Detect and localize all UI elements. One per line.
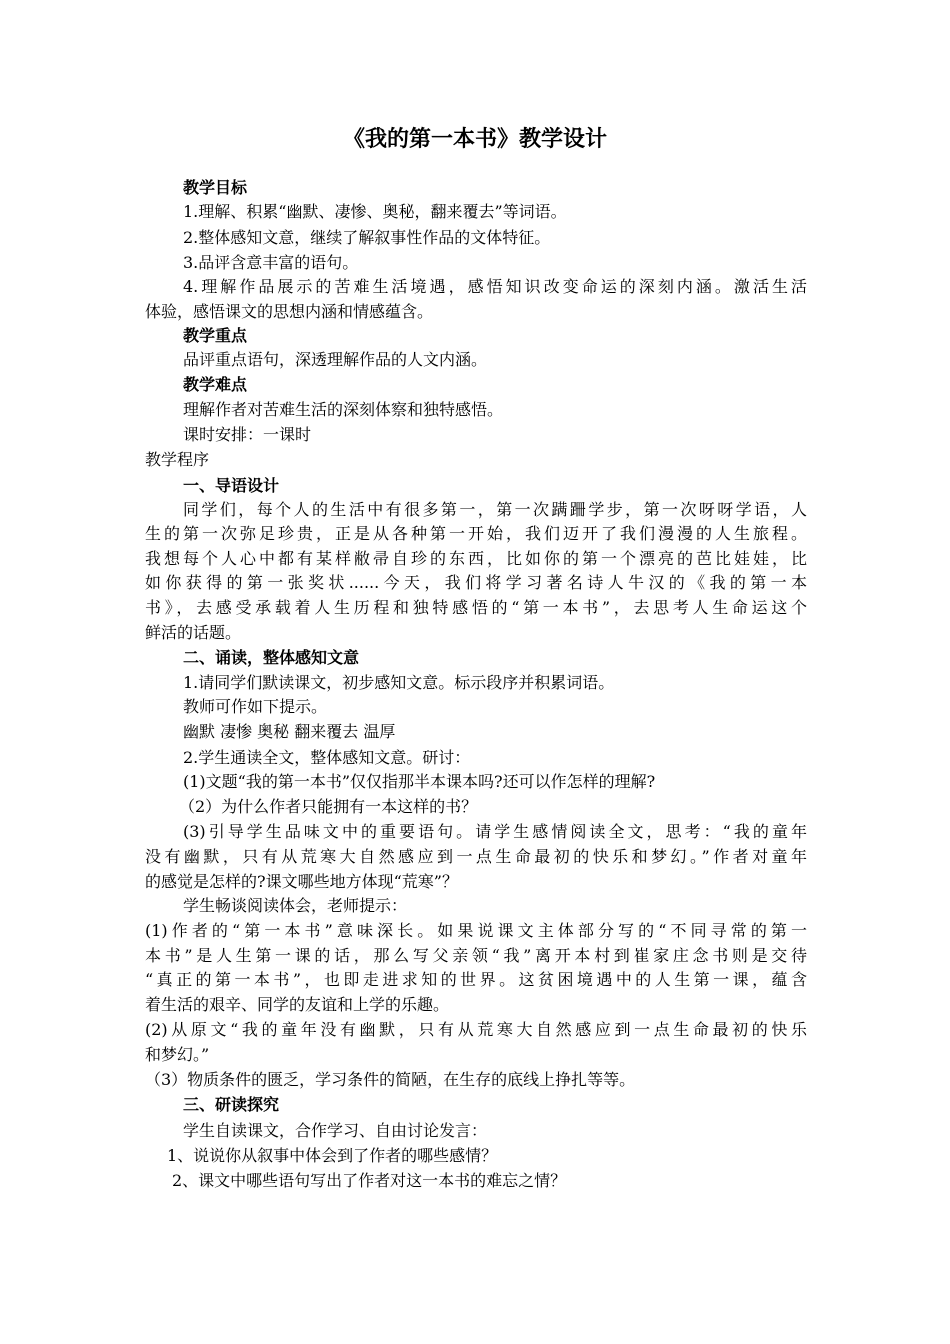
paragraph-line: 没有幽默，只有从荒寒大自然感应到一点生命最初的快乐和梦幻。”作者对童年: [145, 847, 807, 866]
goals-heading: 教学目标: [183, 178, 248, 197]
paragraph-line: 1.请同学们默读课文，初步感知文意。标示段序并积累词语。: [183, 673, 615, 692]
paragraph-line: “真正的第一本书”，也即走进求知的世界。这贫困境遇中的人生第一课，蕴含: [145, 970, 807, 989]
section-1-heading: 一、导语设计: [183, 476, 280, 495]
question-item: 1、说说你从叙事中体会到了作者的哪些感情？: [167, 1146, 498, 1165]
question-item: 2、课文中哪些语句写出了作者对这一本书的难忘之情？: [172, 1171, 567, 1190]
vocabulary-line: 幽默 凄惨 奥秘 翻来覆去 温厚: [183, 722, 396, 741]
paragraph-line: 学生自读课文，合作学习、自由讨论发言：: [183, 1121, 488, 1140]
section-2-heading: 二、诵读，整体感知文意: [183, 648, 360, 667]
paragraph-line: 本书”是人生第一课的话，那么写父亲领“我”离开本村到崔家庄念书则是交待: [145, 946, 807, 965]
paragraph-line: (3)引导学生品味文中的重要语句。请学生感情阅读全文，思考：“我的童年: [183, 822, 807, 841]
schedule-text: 课时安排：一课时: [183, 425, 312, 444]
paragraph-line: 着生活的艰辛、同学的友谊和上学的乐趣。: [145, 995, 450, 1014]
paragraph-line: 教师可作如下提示。: [183, 697, 328, 716]
key-heading: 教学重点: [183, 326, 248, 345]
paragraph-line: 我想每个人心中都有某样敝帚自珍的东西，比如你的第一个漂亮的芭比娃娃，比: [145, 549, 807, 568]
paragraph-line: (1)作者的“第一本书”意味深长。如果说课文主体部分写的“不同寻常的第一: [145, 921, 807, 940]
paragraph-line: 鲜活的话题。: [145, 623, 242, 642]
paragraph-line: 如你获得的第一张奖状......今天，我们将学习著名诗人牛汉的《我的第一本: [145, 573, 807, 592]
procedure-label: 教学程序: [145, 450, 210, 469]
paragraph-line: 同学们，每个人的生活中有很多第一，第一次蹒跚学步，第一次呀呀学语，人: [183, 500, 807, 519]
paragraph-line: 书》，去感受承载着人生历程和独特感悟的“第一本书”，去思考人生命运这个: [145, 598, 807, 617]
key-text: 品评重点语句，深透理解作品的人文内涵。: [183, 350, 488, 369]
paragraph-line: (1)文题“我的第一本书”仅仅指那半本课本吗?还可以作怎样的理解?: [183, 772, 656, 791]
paragraph-line: （2）为什么作者只能拥有一本这样的书？: [179, 797, 478, 816]
paragraph-line: （3）物质条件的匮乏，学习条件的简陋，在生存的底线上挣扎等等。: [145, 1070, 636, 1089]
difficulty-text: 理解作者对苦难生活的深刻体察和独特感悟。: [183, 400, 504, 419]
paragraph-line: 2.学生通读全文，整体感知文意。研讨：: [183, 748, 471, 767]
goal-item: 2.整体感知文意，继续了解叙事性作品的文体特征。: [183, 228, 551, 247]
goal-item: 1.理解、积累“幽默、凄惨、奥秘，翻来覆去”等词语。: [183, 202, 567, 221]
goal-item: 3.品评含意丰富的语句。: [183, 253, 359, 272]
goal-item: 4.理解作品展示的苦难生活境遇，感悟知识改变命运的深刻内涵。激活生活: [183, 277, 807, 296]
paragraph-line: 生的第一次弥足珍贵，正是从各种第一开始，我们迈开了我们漫漫的人生旅程。: [145, 524, 807, 543]
goal-item: 体验，感悟课文的思想内涵和情感蕴含。: [145, 302, 434, 321]
document-title: 《我的第一本书》教学设计: [342, 127, 607, 152]
paragraph-line: 和梦幻。”: [145, 1045, 210, 1064]
paragraph-line: (2)从原文“我的童年没有幽默，只有从荒寒大自然感应到一点生命最初的快乐: [145, 1020, 807, 1039]
paragraph-line: 学生畅谈阅读体会，老师提示：: [183, 896, 408, 915]
difficulty-heading: 教学难点: [183, 375, 248, 394]
section-3-heading: 三、研读探究: [183, 1095, 280, 1114]
paragraph-line: 的感觉是怎样的?课文哪些地方体现“荒寒”？: [145, 872, 458, 891]
